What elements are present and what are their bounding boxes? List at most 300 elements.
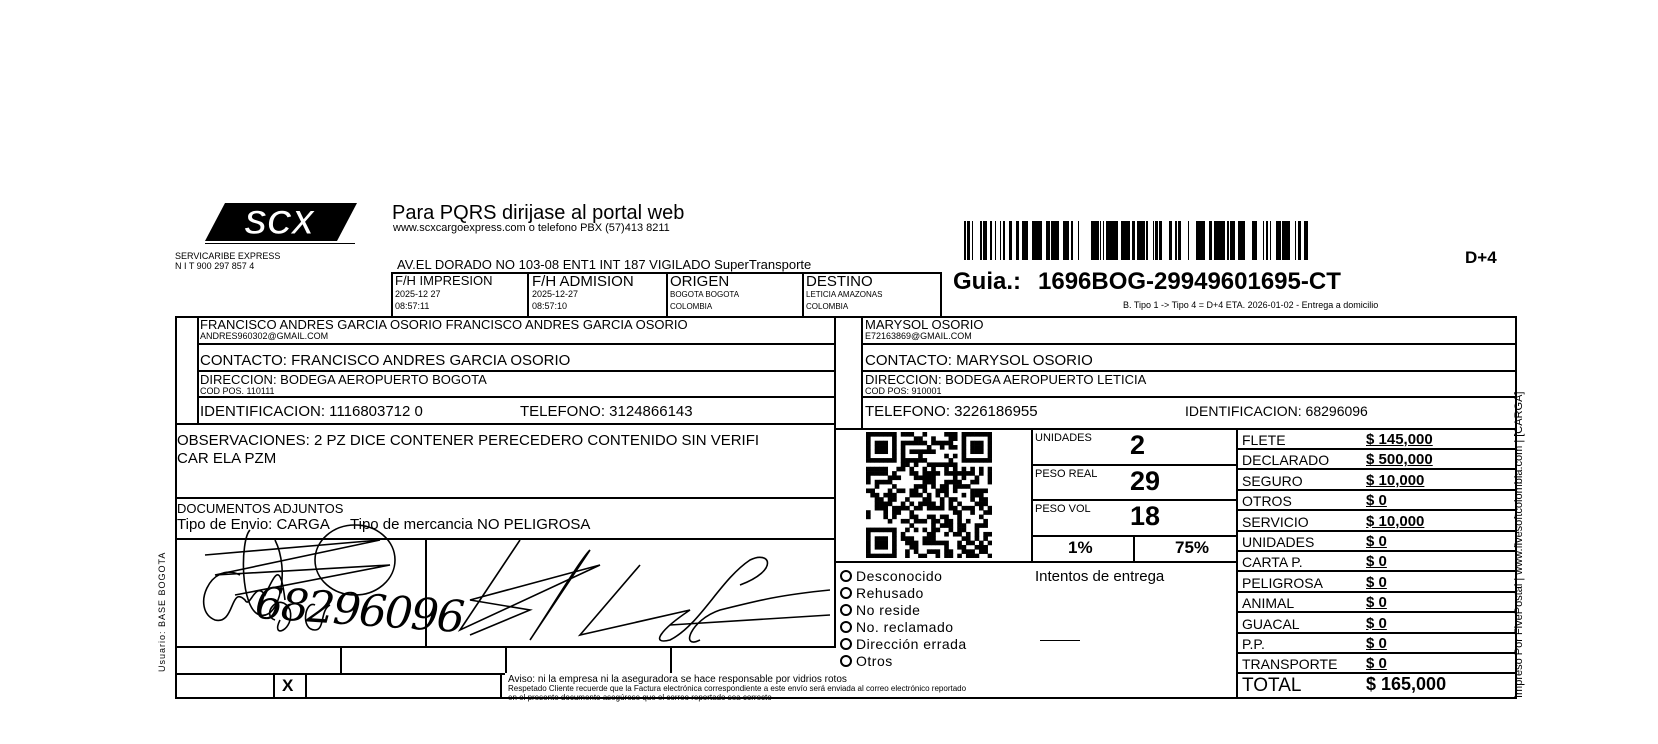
qr-module <box>953 506 958 511</box>
qr-module <box>892 515 897 520</box>
barcode-bar <box>1221 221 1222 260</box>
barcode-bar <box>1024 221 1026 260</box>
charge-row <box>1238 491 1515 511</box>
barcode-bar <box>1196 221 1199 260</box>
qr-module <box>936 506 941 511</box>
observations-line1: OBSERVACIONES: 2 PZ DICE CONTENER PERECEDERO CONTENIDO SIN VERIFI <box>177 432 760 449</box>
qr-module <box>918 441 923 446</box>
barcode-bar <box>1240 221 1243 260</box>
qr-module <box>975 432 980 437</box>
qr-module <box>966 471 971 476</box>
barcode-bar <box>1288 221 1290 260</box>
qr-module <box>940 502 945 507</box>
qr-module <box>962 523 967 528</box>
qr-module <box>918 475 923 480</box>
qr-module <box>905 462 910 467</box>
qr-module <box>940 497 945 502</box>
barcode-bar <box>1113 221 1116 260</box>
qr-module <box>949 462 954 467</box>
qr-module <box>914 488 919 493</box>
qr-module <box>922 480 927 485</box>
qr-module <box>922 449 927 454</box>
qr-module <box>988 480 992 485</box>
barcode-bar <box>1199 221 1200 260</box>
qr-module <box>936 493 941 498</box>
qr-module <box>888 475 893 480</box>
qr-module <box>962 436 967 441</box>
qr-module <box>888 497 893 502</box>
qr-module <box>953 532 958 537</box>
barcode-bar <box>1252 221 1254 260</box>
barcode-bar <box>1056 221 1058 260</box>
qr-module <box>875 449 880 454</box>
notice-line1: Aviso: ni la empresa ni la aseguradora se hace responsable por vidrios rotos <box>508 674 847 685</box>
qr-module <box>927 449 932 454</box>
signature-id-text: 68296096 <box>253 577 465 644</box>
barcode-bar <box>1263 221 1264 260</box>
qr-module <box>905 458 910 463</box>
qr-module <box>905 549 910 554</box>
barcode-bar <box>1116 221 1118 260</box>
qr-module <box>883 515 888 520</box>
print-date: 2025-12 27 <box>395 289 441 299</box>
qr-module <box>957 528 962 533</box>
qr-module <box>875 445 880 450</box>
charge-label: PELIGROSA <box>1242 574 1323 591</box>
qr-module <box>892 436 897 441</box>
qr-module <box>936 554 941 558</box>
barcode-bar <box>1188 221 1189 260</box>
sender-postal: COD POS. 110111 <box>200 386 275 396</box>
qr-module <box>975 493 980 498</box>
barcode-bar <box>1153 221 1154 260</box>
qr-module <box>883 554 888 558</box>
qr-module <box>979 541 984 546</box>
recipient-address: DIRECCION: BODEGA AEROPUERTO LETICIA <box>865 372 1147 387</box>
barcode-bar <box>967 221 969 260</box>
qr-module <box>988 445 992 450</box>
qr-module <box>866 441 871 446</box>
barcode-bar <box>986 221 987 260</box>
qr-module <box>892 484 897 489</box>
qr-module <box>875 458 880 463</box>
charge-value: $ 0 <box>1366 533 1387 550</box>
qr-module <box>931 532 936 537</box>
qr-module <box>936 471 941 476</box>
barcode-bar <box>1270 221 1271 260</box>
qr-module <box>970 549 975 554</box>
qr-module <box>875 493 880 498</box>
barcode-bar <box>1068 221 1069 260</box>
svg-text:SCX: SCX <box>244 204 314 241</box>
qr-module <box>962 449 967 454</box>
qr-module <box>983 523 988 528</box>
qr-module <box>909 510 914 515</box>
barcode-bar <box>1304 221 1306 260</box>
qr-module <box>966 532 971 537</box>
barcode-bar <box>1298 221 1301 260</box>
qr-module <box>970 441 975 446</box>
qr-module <box>866 528 871 533</box>
barcode-bar <box>1004 221 1005 260</box>
barcode-bar <box>1222 221 1225 260</box>
qr-module <box>970 432 975 437</box>
qr-module <box>879 445 884 450</box>
option-desconocido[interactable]: Desconocido <box>840 568 942 584</box>
qr-module <box>970 506 975 511</box>
qr-module <box>918 458 923 463</box>
qr-module <box>931 436 936 441</box>
qr-module <box>944 532 949 537</box>
qr-module <box>957 532 962 537</box>
qr-module <box>962 441 967 446</box>
radio-icon <box>840 570 852 582</box>
qr-module <box>936 528 941 533</box>
qr-module <box>870 432 875 437</box>
qr-module <box>927 515 932 520</box>
qr-module <box>979 471 984 476</box>
qr-module <box>970 497 975 502</box>
qr-module <box>875 441 880 446</box>
qr-module <box>931 506 936 511</box>
qr-module <box>896 506 901 511</box>
qr-module <box>983 432 988 437</box>
qr-module <box>914 519 919 524</box>
qr-module <box>979 493 984 498</box>
qr-module <box>988 467 992 472</box>
qr-module <box>966 549 971 554</box>
qr-module <box>966 432 971 437</box>
sender-contact: CONTACTO: FRANCISCO ANDRES GARCIA OSORIO <box>200 352 571 369</box>
qr-module <box>879 536 884 541</box>
qr-module <box>901 536 906 541</box>
barcode-bar <box>990 221 992 260</box>
qr-module <box>866 536 871 541</box>
charge-row <box>1238 634 1515 654</box>
qr-module <box>888 554 893 558</box>
qr-module <box>870 467 875 472</box>
qr-module <box>975 441 980 446</box>
qr-module <box>949 549 954 554</box>
qr-module <box>914 528 919 533</box>
barcode-bar <box>1233 221 1235 260</box>
qr-module <box>909 467 914 472</box>
qr-module <box>875 471 880 476</box>
qr-module <box>962 536 967 541</box>
qr-module <box>944 519 949 524</box>
qr-module <box>957 480 962 485</box>
qr-module <box>879 458 884 463</box>
total-value: $ 165,000 <box>1366 674 1447 694</box>
option-no-reclamado[interactable]: No. reclamado <box>840 619 954 635</box>
qr-module <box>879 545 884 550</box>
qr-module <box>979 432 984 437</box>
admission-date-label: F/H ADMISION <box>532 273 634 290</box>
qr-module <box>940 488 945 493</box>
charge-label: CARTA P. <box>1242 554 1303 571</box>
barcode-bar <box>1238 221 1240 260</box>
qr-module <box>966 536 971 541</box>
qr-module <box>866 510 871 515</box>
printed-by: Impreso Por FivePostal | www.fivesoftcolombia.com | [CARGA] <box>1513 391 1525 698</box>
qr-module <box>927 506 932 511</box>
qr-module <box>892 471 897 476</box>
barcode-bar <box>1295 221 1296 260</box>
qr-module <box>957 502 962 507</box>
qr-module <box>949 502 954 507</box>
guia-label: Guia.: <box>953 268 1022 295</box>
qr-module <box>979 458 984 463</box>
origin-label: ORIGEN <box>670 273 730 290</box>
qr-module <box>883 541 888 546</box>
pqrs-title: Para PQRS dirijase al portal web <box>392 202 685 224</box>
qr-module <box>970 488 975 493</box>
qr-module <box>944 488 949 493</box>
qr-module <box>914 549 919 554</box>
qr-module <box>988 441 992 446</box>
qr-module <box>970 449 975 454</box>
barcode-bar <box>1000 221 1001 260</box>
qr-module <box>892 554 897 558</box>
origin-country: COLOMBIA <box>670 302 713 311</box>
qr-module <box>866 549 871 554</box>
qr-module <box>901 519 906 524</box>
qr-module <box>962 454 967 459</box>
qr-module <box>949 519 954 524</box>
qr-module <box>988 506 992 511</box>
qr-module <box>957 523 962 528</box>
qr-module <box>962 484 967 489</box>
qr-module <box>879 432 884 437</box>
qr-module <box>957 519 962 524</box>
radio-icon <box>840 655 852 667</box>
radio-icon <box>840 638 852 650</box>
charge-value: $ 10,000 <box>1366 471 1425 489</box>
barcode-bar <box>1092 221 1094 260</box>
qr-module <box>979 502 984 507</box>
qr-module <box>940 523 945 528</box>
barcode-bar <box>1033 221 1036 260</box>
barcode-bar <box>1175 221 1177 260</box>
guia-number: 1696BOG-29949601695-CT <box>1038 268 1341 295</box>
qr-module <box>896 475 901 480</box>
barcode-bar <box>1106 221 1108 260</box>
qr-code <box>866 432 992 558</box>
barcode-bar <box>980 221 982 260</box>
qr-module <box>970 480 975 485</box>
qr-module <box>931 480 936 485</box>
qr-module <box>870 528 875 533</box>
qr-module <box>962 467 967 472</box>
barcode-bar <box>1016 221 1019 260</box>
qr-module <box>883 502 888 507</box>
option-otros[interactable]: Otros <box>840 653 893 669</box>
qr-module <box>922 528 927 533</box>
destination-label: DESTINO <box>806 273 873 290</box>
qr-module <box>931 536 936 541</box>
qr-module <box>936 462 941 467</box>
attempts-label: Intentos de entrega <box>1035 568 1165 585</box>
qr-module <box>922 475 927 480</box>
qr-module <box>901 502 906 507</box>
charge-label: DECLARADO <box>1242 452 1330 469</box>
qr-module <box>966 484 971 489</box>
qr-module <box>883 441 888 446</box>
qr-module <box>883 528 888 533</box>
company-address: AV.EL DORADO NO 103-08 ENT1 INT 187 VIGILADO SuperTransporte <box>397 257 812 272</box>
barcode-bar <box>1110 221 1111 260</box>
qr-module <box>909 493 914 498</box>
qr-module <box>927 541 932 546</box>
qr-module <box>909 458 914 463</box>
qr-module <box>944 454 949 459</box>
notice-line2: Respetado Cliente recuerde que la Factura electrónica correspondiente a este envío será enviada al correo electrónico reportado <box>508 684 967 693</box>
qr-module <box>875 484 880 489</box>
qr-module <box>914 545 919 550</box>
qr-module <box>918 454 923 459</box>
qr-module <box>953 462 958 467</box>
qr-module <box>905 536 910 541</box>
barcode-bar <box>1032 221 1033 260</box>
recipient-phone: TELEFONO: 3226186955 <box>865 403 1038 420</box>
qr-module <box>870 471 875 476</box>
qr-module <box>914 462 919 467</box>
barcode-bar <box>1159 221 1160 260</box>
qr-module <box>892 445 897 450</box>
qr-module <box>966 506 971 511</box>
qr-module <box>909 441 914 446</box>
qr-module <box>944 549 949 554</box>
charge-value: $ 0 <box>1366 594 1387 612</box>
barcode-bar <box>1046 221 1049 260</box>
qr-module <box>905 432 910 437</box>
qr-module <box>957 541 962 546</box>
qr-module <box>922 488 927 493</box>
charge-row <box>1238 614 1515 634</box>
qr-module <box>953 510 958 515</box>
service-level: D+4 <box>1465 248 1497 267</box>
qr-module <box>966 554 971 558</box>
qr-module <box>949 528 954 533</box>
qr-module <box>975 528 980 533</box>
qr-module <box>966 458 971 463</box>
qr-module <box>949 523 954 528</box>
notice-line3: en el presente documento asegúrese que el correo reportado sea correcto <box>508 693 772 702</box>
qr-module <box>883 536 888 541</box>
qr-module <box>975 475 980 480</box>
option-direccion-errada[interactable]: Dirección errada <box>840 636 967 652</box>
qr-module <box>879 441 884 446</box>
barcode-bar <box>1103 221 1104 260</box>
charge-value: $ 0 <box>1366 614 1387 632</box>
qr-module <box>888 432 893 437</box>
qr-module <box>970 541 975 546</box>
qr-module <box>936 549 941 554</box>
qr-module <box>927 536 932 541</box>
qr-module <box>901 441 906 446</box>
charge-value: $ 0 <box>1366 492 1387 510</box>
qr-module <box>927 549 932 554</box>
qr-module <box>944 541 949 546</box>
qr-module <box>975 445 980 450</box>
recipient-name: MARYSOL OSORIO <box>865 317 984 332</box>
charge-label: P.P. <box>1242 636 1265 652</box>
qr-module <box>944 554 949 558</box>
qr-module <box>988 436 992 441</box>
qr-module <box>883 458 888 463</box>
charge-label: SEGURO <box>1242 472 1303 489</box>
option-no-reside[interactable]: No reside <box>840 602 920 618</box>
charge-label: GUACAL <box>1242 615 1300 632</box>
units-value: 2 <box>1130 430 1146 460</box>
qr-module <box>879 480 884 485</box>
qr-module <box>975 536 980 541</box>
qr-module <box>870 554 875 558</box>
qr-module <box>931 541 936 546</box>
qr-module <box>940 462 945 467</box>
print-date-label: F/H IMPRESION <box>395 273 493 288</box>
qr-module <box>979 467 984 472</box>
qr-module <box>975 449 980 454</box>
qr-module <box>983 458 988 463</box>
qr-module <box>922 554 927 558</box>
qr-module <box>866 445 871 450</box>
qr-module <box>940 445 945 450</box>
qr-module <box>866 471 871 476</box>
barcode-bar <box>1096 221 1099 260</box>
qr-module <box>931 549 936 554</box>
destination-country: COLOMBIA <box>806 302 849 311</box>
qr-module <box>905 519 910 524</box>
qr-module <box>901 462 906 467</box>
qr-module <box>970 493 975 498</box>
qr-module <box>875 528 880 533</box>
qr-module <box>909 545 914 550</box>
qr-module <box>905 554 910 558</box>
qr-module <box>888 528 893 533</box>
qr-module <box>927 445 932 450</box>
total-label: TOTAL <box>1242 675 1302 696</box>
charge-label: SERVICIO <box>1242 513 1309 530</box>
barcode-bar <box>1111 221 1113 260</box>
qr-module <box>866 545 871 550</box>
qr-module <box>883 432 888 437</box>
barcode-bar <box>1022 221 1024 260</box>
qr-module <box>879 502 884 507</box>
qr-module <box>983 510 988 515</box>
qr-module <box>953 497 958 502</box>
qr-module <box>988 541 992 546</box>
qr-module <box>936 541 941 546</box>
qr-module <box>953 436 958 441</box>
qr-module <box>918 519 923 524</box>
qr-module <box>922 432 927 437</box>
charge-value: $ 0 <box>1366 573 1387 591</box>
qr-module <box>888 519 893 524</box>
qr-module <box>922 536 927 541</box>
qr-module <box>953 480 958 485</box>
qr-module <box>888 502 893 507</box>
qr-module <box>931 515 936 520</box>
option-rehusado[interactable]: Rehusado <box>840 585 924 601</box>
barcode-bar <box>1285 221 1288 260</box>
qr-module <box>975 554 980 558</box>
qr-module <box>953 467 958 472</box>
qr-module <box>922 497 927 502</box>
sender-address: DIRECCION: BODEGA AEROPUERTO BOGOTA <box>200 372 487 387</box>
barcode-bar <box>1078 221 1079 260</box>
recipient-signature <box>430 540 830 650</box>
